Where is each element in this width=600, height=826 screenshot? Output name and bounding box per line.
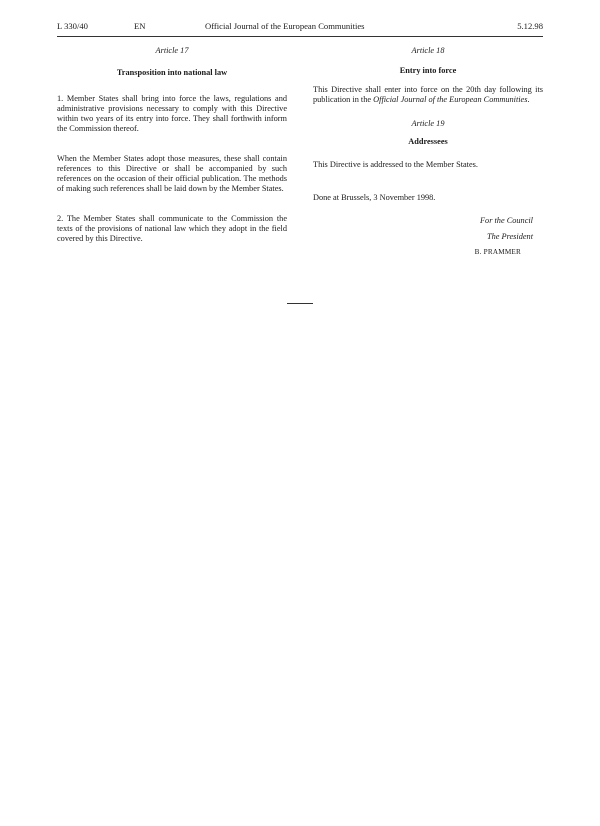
article-19-title: Addressees	[408, 137, 448, 146]
left-column	[57, 46, 287, 244]
publication-date: 5.12.98	[517, 21, 543, 31]
article-17-paragraph-2: When the Member States adopt those measures, these shall contain references to this Directive or shall be accompanied by such references on the occasion of their official publication. The methods of making such references shall be laid down by the Member States.	[57, 154, 287, 193]
header-divider	[57, 36, 543, 37]
article-18-text-end: .	[527, 95, 530, 104]
article-17-title: Transposition into national law	[116, 68, 228, 77]
signature-role: The President	[486, 232, 533, 241]
page-header	[57, 20, 543, 36]
done-at-line: Done at Brussels, 3 November 1998.	[313, 193, 436, 202]
article-18-text	[313, 85, 543, 105]
end-divider	[287, 303, 313, 304]
page-reference: L 330/40	[57, 21, 88, 31]
right-column	[313, 46, 543, 257]
journal-name-italic: Official Journal of the European Communities	[373, 95, 528, 104]
article-18-text-start: This Directive shall enter into force on the 20th day following its publication in the	[313, 85, 543, 104]
article-17-paragraph-1: 1. Member States shall bring into force the laws, regulations and administrative provisions necessary to comply with this Directive within two years of its entry into force. They shall forthwith inform the Commission thereof.	[57, 94, 287, 133]
journal-title: Official Journal of the European Communities	[205, 21, 365, 31]
language-code: EN	[134, 21, 146, 31]
article-19-number: Article 19	[411, 119, 445, 128]
article-18-title: Entry into force	[399, 66, 457, 75]
article-17-paragraph-3: 2. The Member States shall communicate to the Commission the texts of the provisions of national law which they adopt in the field covered by this Directive.	[57, 214, 287, 243]
signature-name: B. PRAMMER	[474, 248, 521, 256]
signature-for: For the Council	[479, 216, 533, 225]
article-17-number: Article 17	[155, 46, 189, 55]
article-19-text: This Directive is addressed to the Member States.	[313, 160, 478, 169]
article-18-number: Article 18	[411, 46, 445, 55]
